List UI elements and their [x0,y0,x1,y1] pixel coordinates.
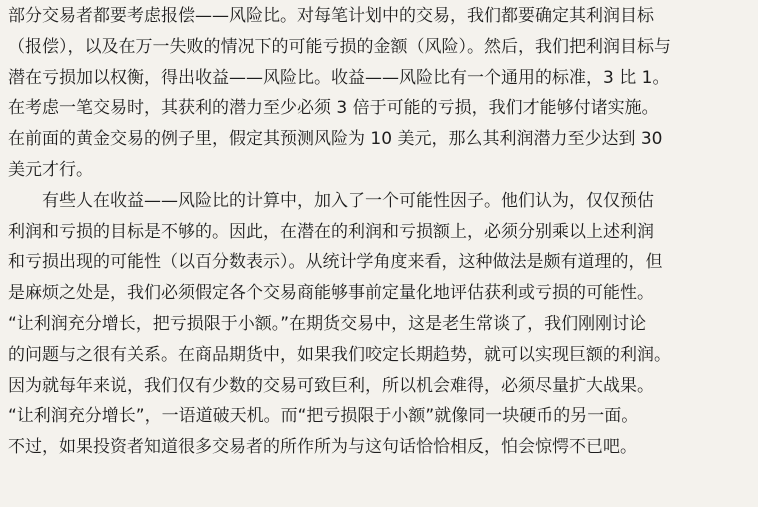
text-line: “让利润充分增长”，一语道破天机。而“把亏损限于小额”就像同一块硬币的另一面。 [8,406,639,427]
text-line: “让利润充分增长，把亏损限于小额。”在期货交易中，这是老生常谈了，我们刚刚讨论 [8,313,647,334]
text-line: 在前面的黄金交易的例子里，假定其预测风险为 10 美元，那么其利润潜力至少达到 30 [8,129,663,150]
text-line: （报偿），以及在万一失败的情况下的可能亏损的金额（风险）。然后，我们把利润目标与 [8,36,671,57]
paragraph-reward-risk [8,1,748,186]
text-line: 和亏损出现的可能性（以百分数表示）。从统计学角度来看，这种做法是颇有道理的，但 [8,252,663,273]
text-line: 利润和亏损的目标是不够的。因此，在潜在的利润和亏损额上，必须分别乘以上述利润 [8,221,654,242]
paragraph-probability-factor [8,186,748,463]
text-line: 因为就每年来说，我们仅有少数的交易可致巨利，所以机会难得，必须尽量扩大战果。 [8,375,654,396]
text-line: 不过，如果投资者知道很多交易者的所作所为与这句话恰恰相反，怕会惊愕不已吧。 [8,437,637,458]
text-line: 有些人在收益——风险比的计算中，加入了一个可能性因子。他们认为，仅仅预估 [42,190,654,211]
text-line: 潜在亏损加以权衡，得出收益——风险比。收益——风险比有一个通用的标准，3 比 1。 [8,67,670,88]
text-line: 在考虑一笔交易时，其获利的潜力至少必须 3 倍于可能的亏损，我们才能够付诸实施。 [8,98,659,119]
text-line: 部分交易者都要考虑报偿——风险比。对每笔计划中的交易，我们都要确定其利润目标 [8,6,654,26]
text-line: 的问题与之很有关系。在商品期货中，如果我们咬定长期趋势，就可以实现巨额的利润。 [8,344,671,365]
text-line: 是麻烦之处是，我们必须假定各个交易商能够事前定量化地评估获利或亏损的可能性。 [8,283,654,304]
text-line: 美元才行。 [8,159,93,180]
